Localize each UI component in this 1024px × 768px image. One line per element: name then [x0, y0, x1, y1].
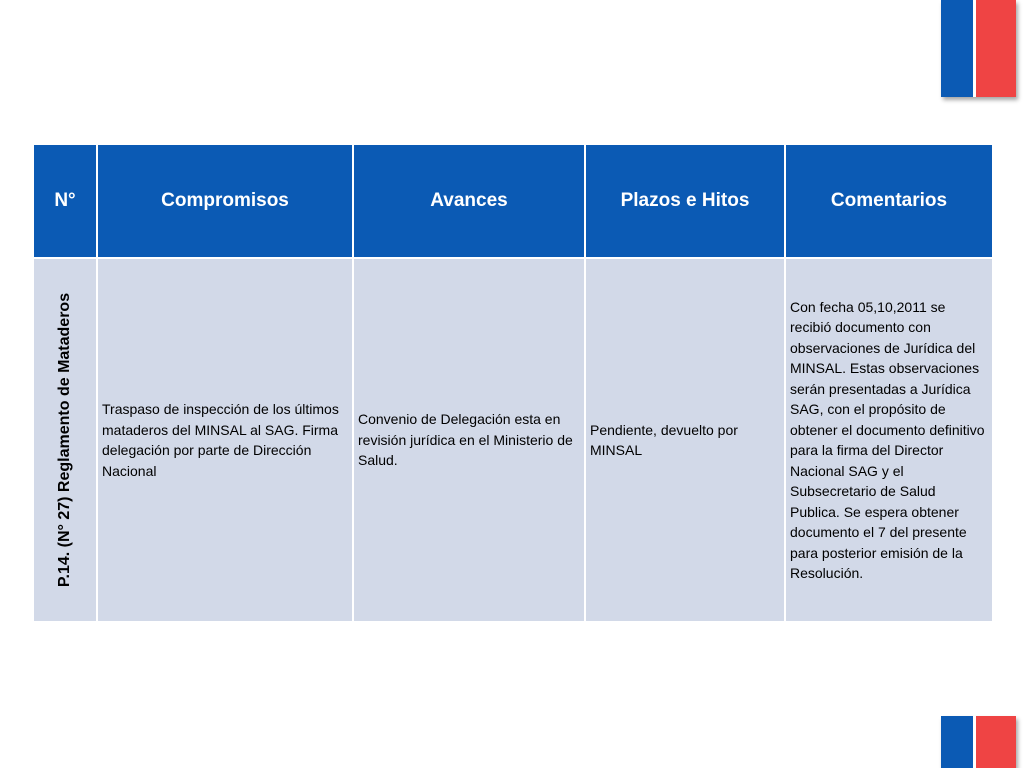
table-row	[33, 258, 993, 622]
cell-compromisos: Traspaso de inspección de los últimos mataderos del MINSAL al SAG. Firma delegación por parte de Dirección Nacional	[97, 258, 353, 622]
cell-comentarios: Con fecha 05,10,2011 se recibió documento con observaciones de Jurídica del MINSAL. Estas observaciones serán presentadas a Jurídica SAG, con el propósito de obtener el documento definitivo para la firma del Director Nacional SAG y el Subsecretario de Salud Publica. Se espera obtener documento el 7 del presente para posterior emisión de la Resolución.	[785, 258, 993, 622]
cell-numero	[33, 258, 97, 622]
flag-red-stripe	[976, 0, 1016, 97]
commitments-table-container	[32, 143, 992, 623]
flag-blue-stripe	[941, 0, 973, 97]
header-comentarios: Comentarios	[785, 144, 993, 258]
flag-blue-stripe	[941, 716, 973, 768]
flag-decoration-bottom	[941, 716, 1016, 768]
commitments-table	[32, 143, 994, 623]
flag-decoration-top	[941, 0, 1016, 97]
cell-plazos: Pendiente, devuelto por MINSAL	[585, 258, 785, 622]
header-avances: Avances	[353, 144, 585, 258]
table-header-row	[33, 144, 993, 258]
header-plazos: Plazos e Hitos	[585, 144, 785, 258]
header-compromisos: Compromisos	[97, 144, 353, 258]
cell-avances: Convenio de Delegación esta en revisión jurídica en el Ministerio de Salud.	[353, 258, 585, 622]
header-numero: N°	[33, 144, 97, 258]
row-identifier: P.14. (N° 27) Reglamento de Mataderos	[55, 292, 73, 588]
flag-red-stripe	[976, 716, 1016, 768]
